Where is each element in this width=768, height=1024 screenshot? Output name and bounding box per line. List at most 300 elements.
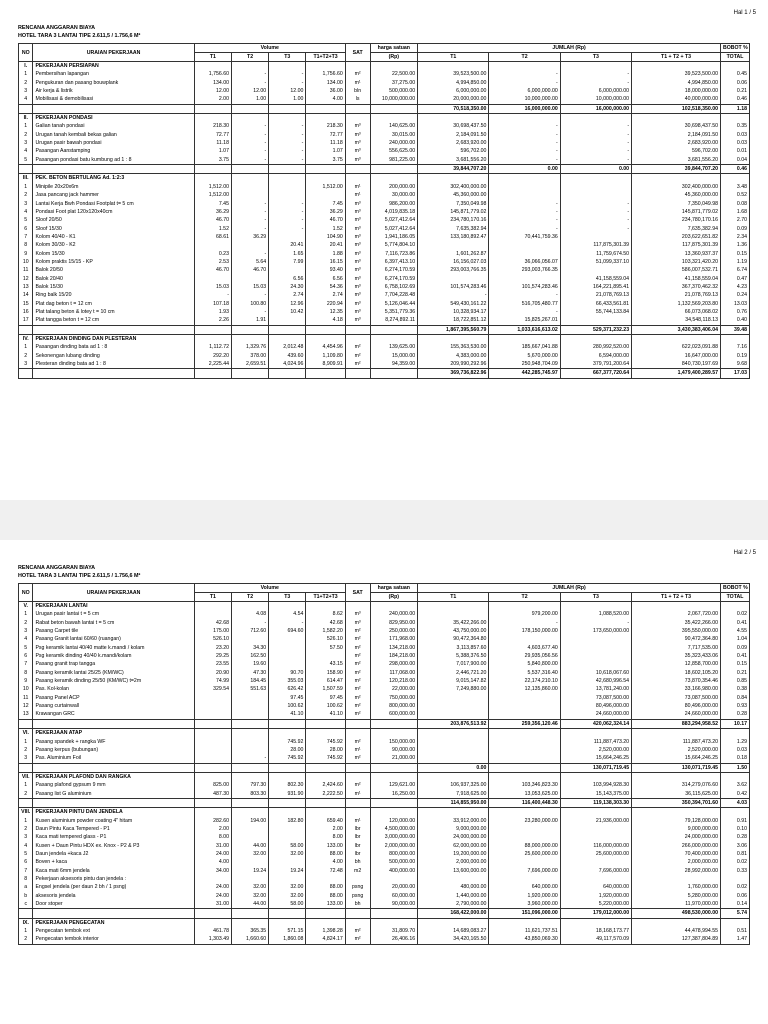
table-cell: 1.36: [720, 241, 749, 249]
table-cell: 1,398.28: [306, 927, 345, 935]
header-jumlah-jt: T1 + T2 + T3: [632, 53, 721, 62]
table-cell: [489, 875, 560, 883]
header-harga-satuan: harga satuan: [370, 584, 418, 593]
table-cell: 1,033,616,613.02: [489, 325, 560, 334]
table-cell: 117,068.00: [370, 669, 418, 677]
table-cell: 461.78: [194, 927, 231, 935]
table-cell: [33, 719, 194, 728]
table-cell: [33, 763, 194, 772]
table-cell: 1,512.00: [194, 191, 231, 199]
table-cell: 0.03: [720, 131, 749, 139]
table-cell: m²: [345, 927, 370, 935]
table-cell: 19.24: [269, 867, 306, 875]
table-cell: [489, 825, 560, 833]
table-cell: 1: [19, 738, 33, 746]
table-row: [19, 216, 750, 224]
table-cell: 803.30: [231, 790, 268, 799]
table-cell: [370, 772, 418, 781]
table-cell: m³: [345, 316, 370, 325]
table-cell: [269, 652, 306, 660]
table-cell: 46.70: [306, 216, 345, 224]
table-cell: [560, 875, 631, 883]
table-cell: 100.80: [231, 300, 268, 308]
table-cell: 7,116,723.86: [370, 250, 418, 258]
table-cell: 1.65: [269, 250, 306, 258]
table-cell: 293,003,766.35: [418, 266, 489, 274]
table-row: [19, 858, 750, 866]
table-cell: 11.18: [306, 139, 345, 147]
table-cell: 178,150,000.00: [489, 627, 560, 635]
table-cell: 18,168,173.77: [560, 927, 631, 935]
table-cell: 556,625.00: [370, 147, 418, 155]
table-cell: [231, 729, 268, 738]
table-cell: [269, 644, 306, 652]
table-cell: 24.00: [194, 883, 231, 891]
table-cell: 3.06: [720, 842, 749, 850]
table-cell: 1.52: [306, 225, 345, 233]
table-cell: 2,446,721.20: [418, 669, 489, 677]
section-title: PEKERJAAN PONDASI: [33, 114, 194, 123]
header-jumlah-t3: T3: [560, 593, 631, 602]
table-cell: [19, 325, 33, 334]
table-cell: 10,000,000.00: [489, 95, 560, 104]
table-cell: [194, 241, 231, 249]
table-cell: Mobilisasi & demobilisasi: [33, 95, 194, 104]
table-cell: [231, 909, 268, 918]
table-cell: 60,000.00: [370, 892, 418, 900]
table-cell: 90.70: [269, 669, 306, 677]
table-cell: 73,087,500.00: [632, 694, 721, 702]
table-cell: -: [489, 208, 560, 216]
table-cell: 24,000,000.00: [632, 833, 721, 841]
table-cell: 145,871,779.02: [632, 208, 721, 216]
table-cell: 4,994,850.00: [632, 79, 721, 87]
table-row: [19, 360, 750, 369]
header-jumlah-t3: T3: [560, 53, 631, 62]
subtotal-row: [19, 763, 750, 772]
table-cell: -: [489, 200, 560, 208]
table-cell: 6: [19, 225, 33, 233]
table-cell: 46.70: [194, 216, 231, 224]
table-cell: [489, 114, 560, 123]
table-cell: 1,132,569,203.80: [632, 300, 721, 308]
table-cell: 250,948,704.09: [489, 360, 560, 369]
table-row: [19, 266, 750, 274]
table-cell: 7.99: [269, 258, 306, 266]
table-cell: m³: [345, 610, 370, 618]
table-cell: [418, 808, 489, 817]
table-cell: [345, 772, 370, 781]
table-cell: 1,479,400,289.57: [632, 369, 721, 378]
table-cell: Pasang keramik dinding 25/50 (KM/WC) t=2m: [33, 677, 194, 685]
table-cell: 100.62: [306, 702, 345, 710]
table-cell: -: [269, 139, 306, 147]
table-cell: [560, 858, 631, 866]
table-cell: 1: [19, 122, 33, 130]
table-cell: m³: [345, 233, 370, 241]
table-cell: 8.00: [194, 833, 231, 841]
header-volume-t2: T2: [231, 593, 268, 602]
table-cell: 2,683,920.00: [632, 139, 721, 147]
table-cell: 171,968.00: [370, 635, 418, 643]
table-cell: 571.15: [269, 927, 306, 935]
table-cell: [269, 798, 306, 807]
table-cell: 203,622,651.82: [632, 233, 721, 241]
table-cell: [306, 772, 345, 781]
table-cell: 797.30: [231, 781, 268, 789]
table-row: [19, 875, 750, 883]
table-cell: 30,000.00: [370, 191, 418, 199]
table-cell: [194, 325, 231, 334]
table-cell: 0.46: [720, 165, 749, 174]
table-cell: m²: [345, 352, 370, 360]
table-cell: 13,360,937.37: [632, 250, 721, 258]
table-cell: 51,099,337.10: [560, 258, 631, 266]
table-cell: 1,512.00: [194, 183, 231, 191]
table-cell: [560, 183, 631, 191]
table-cell: [194, 174, 231, 183]
table-cell: 0.52: [720, 191, 749, 199]
table-cell: 162.50: [231, 652, 268, 660]
table-cell: m¹: [345, 790, 370, 799]
table-cell: m³: [345, 308, 370, 316]
table-cell: 15,825,267.01: [489, 316, 560, 325]
table-cell: -: [269, 216, 306, 224]
table-cell: m¹: [345, 191, 370, 199]
table-cell: 21,078,769.13: [632, 291, 721, 299]
table-cell: 15,664,246.25: [632, 754, 721, 763]
table-cell: [269, 660, 306, 668]
table-cell: 20,000.00: [370, 883, 418, 891]
table-cell: 194.00: [231, 817, 268, 825]
table-row: [19, 850, 750, 858]
table-cell: [269, 183, 306, 191]
table-cell: 1,756.60: [194, 70, 231, 78]
table-cell: [560, 62, 631, 71]
table-cell: [560, 825, 631, 833]
table-cell: 20.90: [194, 669, 231, 677]
table-cell: 10,000,000.00: [560, 95, 631, 104]
table-row: [19, 147, 750, 155]
table-cell: 15,000.00: [370, 352, 418, 360]
table-cell: 24.30: [269, 283, 306, 291]
table-cell: 0.10: [720, 825, 749, 833]
table-cell: 302,400,000.00: [418, 183, 489, 191]
table-cell: [194, 335, 231, 344]
table-cell: -: [231, 139, 268, 147]
table-cell: 117,875,301.39: [632, 241, 721, 249]
table-row: [19, 842, 750, 850]
table-cell: [231, 710, 268, 719]
table-cell: 240,000.00: [370, 139, 418, 147]
table-cell: [632, 114, 721, 123]
table-cell: 10.42: [269, 308, 306, 316]
table-cell: 2,184,091.50: [418, 131, 489, 139]
table-cell: 45,360,000.00: [632, 191, 721, 199]
table-cell: -: [560, 216, 631, 224]
table-cell: [269, 808, 306, 817]
table-cell: 1.00: [231, 95, 268, 104]
table-cell: [269, 858, 306, 866]
section-number: VIII.: [19, 808, 33, 817]
table-cell: 2: [19, 825, 33, 833]
table-cell: [632, 729, 721, 738]
table-cell: [306, 325, 345, 334]
table-cell: Plat tangga beton t = 12 cm: [33, 316, 194, 325]
table-cell: 2: [19, 619, 33, 627]
table-cell: [306, 729, 345, 738]
table-cell: 5,670,000.00: [489, 352, 560, 360]
table-cell: [306, 808, 345, 817]
table-cell: [370, 763, 418, 772]
table-cell: 23,280,000.00: [489, 817, 560, 825]
table-cell: 3: [19, 833, 33, 841]
table-cell: 3: [19, 87, 33, 95]
table-cell: 12.00: [194, 87, 231, 95]
table-cell: Pembersihan lapangan: [33, 70, 194, 78]
table-cell: 80,496,000.00: [632, 702, 721, 710]
table-cell: [231, 602, 268, 611]
section-row: [19, 62, 750, 71]
table-cell: 981,225.00: [370, 156, 418, 165]
table-cell: 7,017,900.00: [418, 660, 489, 668]
table-cell: 3.48: [720, 183, 749, 191]
table-cell: m²: [345, 669, 370, 677]
table-cell: Urugan tanah kembali bekas galian: [33, 131, 194, 139]
table-cell: 4,824.17: [306, 935, 345, 944]
table-row: [19, 156, 750, 165]
table-cell: 529,371,232.23: [560, 325, 631, 334]
table-cell: [345, 602, 370, 611]
table-cell: [194, 702, 231, 710]
table-cell: 2,683,920.00: [418, 139, 489, 147]
table-cell: 1: [19, 70, 33, 78]
header-volume: Volume: [194, 584, 345, 593]
table-cell: 5,280,000.00: [632, 892, 721, 900]
table-cell: [269, 635, 306, 643]
table-cell: [194, 165, 231, 174]
table-cell: [345, 729, 370, 738]
table-cell: 355.03: [269, 677, 306, 685]
table-cell: 9,000,000.00: [418, 825, 489, 833]
table-cell: Galian tanah pondasi: [33, 122, 194, 130]
table-cell: 33,166,980.00: [632, 685, 721, 693]
table-cell: 15.03: [194, 283, 231, 291]
table-cell: [194, 114, 231, 123]
table-cell: lbr: [345, 825, 370, 833]
table-cell: [33, 909, 194, 918]
table-cell: c: [19, 900, 33, 909]
table-cell: 0.00: [418, 763, 489, 772]
table-cell: 15,143,375.00: [560, 790, 631, 799]
table-cell: [231, 335, 268, 344]
table-cell: [345, 798, 370, 807]
table-cell: Pas. Kol-kolan: [33, 685, 194, 693]
document-title: RENCANA ANGGARAN BIAYA: [18, 25, 96, 31]
header-jumlah-t2: T2: [489, 53, 560, 62]
table-cell: 8.62: [306, 610, 345, 618]
section-title: PEKERJAAN PLAFOND DAN RANGKA: [33, 772, 194, 781]
table-cell: 2.74: [269, 291, 306, 299]
table-cell: [269, 233, 306, 241]
table-cell: -: [269, 208, 306, 216]
table-cell: 24.00: [194, 850, 231, 858]
table-cell: 1.47: [720, 935, 749, 944]
table-cell: 11,759,674.50: [560, 250, 631, 258]
table-row: [19, 79, 750, 87]
table-cell: 13.03: [720, 300, 749, 308]
table-cell: 182.80: [269, 817, 306, 825]
document-subtitle: HOTEL TARA 3 LANTAI TIPE 2.611,5 / 1.756,6 M²: [18, 33, 141, 39]
table-cell: 37,275.00: [370, 79, 418, 87]
table-cell: 88,000,000.00: [489, 842, 560, 850]
table-cell: m³: [345, 258, 370, 266]
table-cell: 16,250.00: [370, 790, 418, 799]
table-cell: 36.00: [306, 87, 345, 95]
table-cell: 5.64: [231, 258, 268, 266]
table-cell: Pasangan dinding bata ad 1 : 8: [33, 343, 194, 351]
subtotal-row: [19, 325, 750, 334]
table-cell: 1: [19, 343, 33, 351]
rab-table: [18, 43, 750, 379]
table-cell: 94,359.00: [370, 360, 418, 369]
table-cell: 5,537,316.40: [489, 669, 560, 677]
table-cell: [418, 702, 489, 710]
table-cell: [194, 610, 231, 618]
table-cell: 111,887,473.20: [632, 738, 721, 746]
table-cell: [194, 808, 231, 817]
table-cell: 7,696,000.00: [489, 867, 560, 875]
table-cell: 1,920,000.00: [560, 892, 631, 900]
table-row: [19, 139, 750, 147]
table-cell: m2: [345, 867, 370, 875]
table-cell: 32.00: [231, 892, 268, 900]
table-cell: [194, 875, 231, 883]
table-cell: 20.41: [269, 241, 306, 249]
section-number: IV.: [19, 335, 33, 344]
table-cell: 640,000.00: [489, 883, 560, 891]
table-cell: -: [560, 156, 631, 165]
table-cell: [560, 602, 631, 611]
table-cell: -: [231, 308, 268, 316]
table-cell: 14: [19, 291, 33, 299]
table-cell: 7: [19, 233, 33, 241]
table-cell: Balok 20/50: [33, 266, 194, 274]
table-cell: 164,221,895.41: [560, 283, 631, 291]
table-cell: 102,518,350.00: [632, 104, 721, 113]
table-cell: [345, 918, 370, 927]
table-cell: 11,970,000.00: [632, 900, 721, 909]
table-cell: Pengecatan tembok ext: [33, 927, 194, 935]
table-cell: 74.99: [194, 677, 231, 685]
table-cell: bh: [345, 900, 370, 909]
table-cell: [19, 763, 33, 772]
table-cell: [269, 875, 306, 883]
table-cell: [269, 369, 306, 378]
table-cell: 117,875,301.39: [560, 241, 631, 249]
table-cell: 2.00: [194, 95, 231, 104]
table-header: [19, 584, 750, 602]
table-cell: 25,600,000.00: [560, 850, 631, 858]
table-cell: 19.60: [231, 660, 268, 668]
table-cell: 218.30: [306, 122, 345, 130]
table-cell: m²: [345, 70, 370, 78]
table-cell: 72.77: [306, 131, 345, 139]
table-cell: 7,350,049.98: [632, 200, 721, 208]
table-cell: [489, 183, 560, 191]
table-cell: [418, 174, 489, 183]
table-cell: Jasa pancang jack hammer: [33, 191, 194, 199]
table-cell: [560, 652, 631, 660]
header-rp: (Rp): [370, 53, 418, 62]
table-cell: 17.03: [720, 369, 749, 378]
table-cell: -: [231, 208, 268, 216]
table-cell: 3: [19, 627, 33, 635]
table-cell: lbr: [345, 842, 370, 850]
table-cell: 35,422,266.00: [418, 619, 489, 627]
table-cell: 5,027,412.64: [370, 225, 418, 233]
table-cell: 745.92: [269, 754, 306, 763]
table-cell: [231, 165, 268, 174]
table-cell: 36,066,056.07: [489, 258, 560, 266]
table-cell: m³: [345, 291, 370, 299]
table-cell: 1.50: [720, 763, 749, 772]
table-cell: [370, 104, 418, 113]
table-cell: 90,472,364.80: [418, 635, 489, 643]
table-cell: [269, 602, 306, 611]
table-row: [19, 200, 750, 208]
table-cell: 0.24: [720, 291, 749, 299]
table-cell: Krawangan GRC: [33, 710, 194, 719]
table-cell: -: [231, 291, 268, 299]
table-cell: Pasang Carpet tile: [33, 627, 194, 635]
table-cell: 11: [19, 266, 33, 274]
table-cell: 15,664,246.25: [560, 754, 631, 763]
table-cell: 2,790,000.00: [418, 900, 489, 909]
header-no: NO: [19, 44, 33, 62]
table-cell: 158.90: [306, 669, 345, 677]
table-cell: Balok 20/40: [33, 275, 194, 283]
table-cell: 41.10: [306, 710, 345, 719]
table-cell: 184.45: [231, 677, 268, 685]
table-cell: 3,681,556.20: [632, 156, 721, 165]
table-cell: 3.62: [720, 781, 749, 789]
table-cell: 1.93: [194, 308, 231, 316]
table-cell: 34.30: [231, 644, 268, 652]
table-cell: 986,200.00: [370, 200, 418, 208]
table-cell: 28.00: [269, 746, 306, 754]
table-cell: 24,660,000.00: [632, 710, 721, 719]
table-cell: 2: [19, 790, 33, 799]
table-cell: [370, 335, 418, 344]
table-cell: -: [560, 139, 631, 147]
table-cell: 58.00: [269, 900, 306, 909]
table-cell: 395,550,000.00: [632, 627, 721, 635]
table-cell: 5: [19, 850, 33, 858]
table-cell: 745.92: [269, 738, 306, 746]
table-cell: [19, 104, 33, 113]
table-cell: 600,000.00: [370, 710, 418, 719]
table-cell: [345, 719, 370, 728]
table-cell: [345, 763, 370, 772]
table-cell: 7,635,382.94: [418, 225, 489, 233]
table-cell: [632, 918, 721, 927]
table-cell: 36.29: [194, 208, 231, 216]
table-cell: [370, 114, 418, 123]
table-cell: [33, 104, 194, 113]
table-cell: 30,698,437.50: [632, 122, 721, 130]
table-cell: [306, 104, 345, 113]
